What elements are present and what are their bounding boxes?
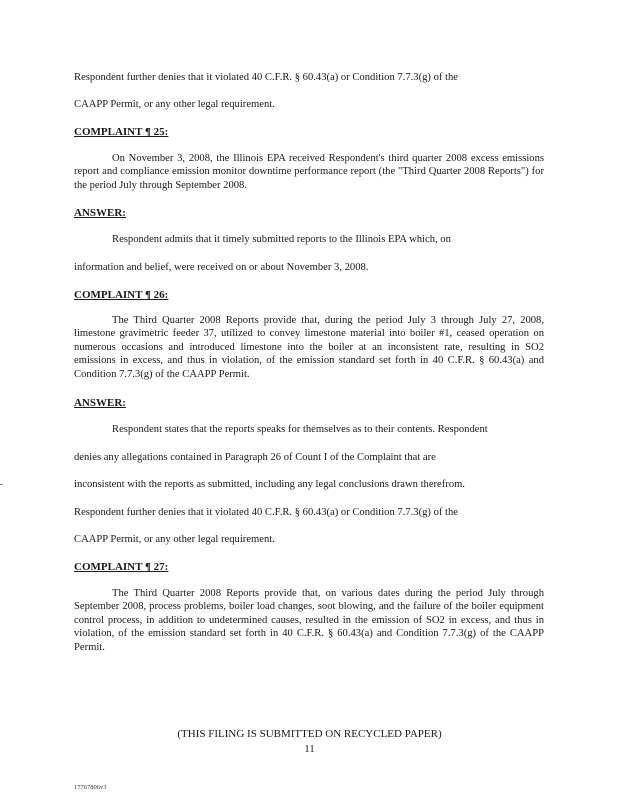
- complaint-27-paragraph: The Third Quarter 2008 Reports provide that, on various dates during the period July through September 2008, process problems, boiler load changes, soot blowing, and the failure of the boiler equipment control process, in addition to undetermined causes, resulted in the emission of SO2 in excess, and thus in violation, of the emission standard set forth in 40 C.F.R. § 60.43(a) and Condition 7.7.3(g) of the CAAPP Permit.: [74, 588, 544, 653]
- section-heading-complaint-25: COMPLAINT ¶ 25:: [74, 126, 169, 138]
- body-line: CAAPP Permit, or any other legal requirement.: [74, 99, 275, 110]
- answer-26-line: denies any allegations contained in Paragraph 26 of Count I of the Complaint that are: [74, 452, 436, 463]
- complaint-26-paragraph: The Third Quarter 2008 Reports provide that, during the period July 3 through July 27, 2008, limestone gravimetric feeder 37, utilized to convey limestone material into boiler #1, ceased operation on numerous occasions and introduced limestone into the boiler at an inconsistent rate, resulting in SO2 emissions in excess, and thus in violation, of the emission standard set forth in 40 C.F.R. § 60.43(a) and Condition 7.7.3(g) of the CAAPP Permit.: [74, 315, 544, 380]
- answer-26-line: Respondent states that the reports speaks for themselves as to their contents. Respondent: [112, 424, 488, 435]
- section-heading-complaint-27: COMPLAINT ¶ 27:: [74, 561, 169, 573]
- complaint-27-text: [74, 587, 544, 654]
- answer-26-line: CAAPP Permit, or any other legal requirement.: [74, 534, 275, 545]
- answer-25-line: information and belief, were received on or about November 3, 2008.: [74, 262, 369, 273]
- complaint-26-text: [74, 314, 544, 381]
- answer-26-line: Respondent further denies that it violated 40 C.F.R. § 60.43(a) or Condition 7.7.3(g) of the: [74, 507, 458, 518]
- scan-mark: [0, 484, 3, 485]
- body-line: Respondent further denies that it violated 40 C.F.R. § 60.43(a) or Condition 7.7.3(g) of the: [74, 72, 458, 83]
- section-heading-complaint-26: COMPLAINT ¶ 26:: [74, 289, 169, 301]
- section-heading-answer-25: ANSWER:: [74, 207, 126, 219]
- complaint-25-paragraph: On November 3, 2008, the Illinois EPA received Respondent's third quarter 2008 excess emissions report and compliance emission monitor downtime performance report (the "Third Quarter 2008 Reports") for the period July through September 2008.: [74, 153, 544, 191]
- section-heading-answer-26: ANSWER:: [74, 397, 126, 409]
- recycled-paper-notice: (THIS FILING IS SUBMITTED ON RECYCLED PAPER): [177, 728, 442, 740]
- answer-25-line: Respondent admits that it timely submitted reports to the Illinois EPA which, on: [112, 234, 451, 245]
- page-number: 11: [304, 743, 315, 755]
- answer-26-line: inconsistent with the reports as submitted, including any legal conclusions drawn therefrom.: [74, 479, 466, 490]
- complaint-25-text: [74, 152, 544, 192]
- document-id: 17767806v3: [74, 784, 107, 791]
